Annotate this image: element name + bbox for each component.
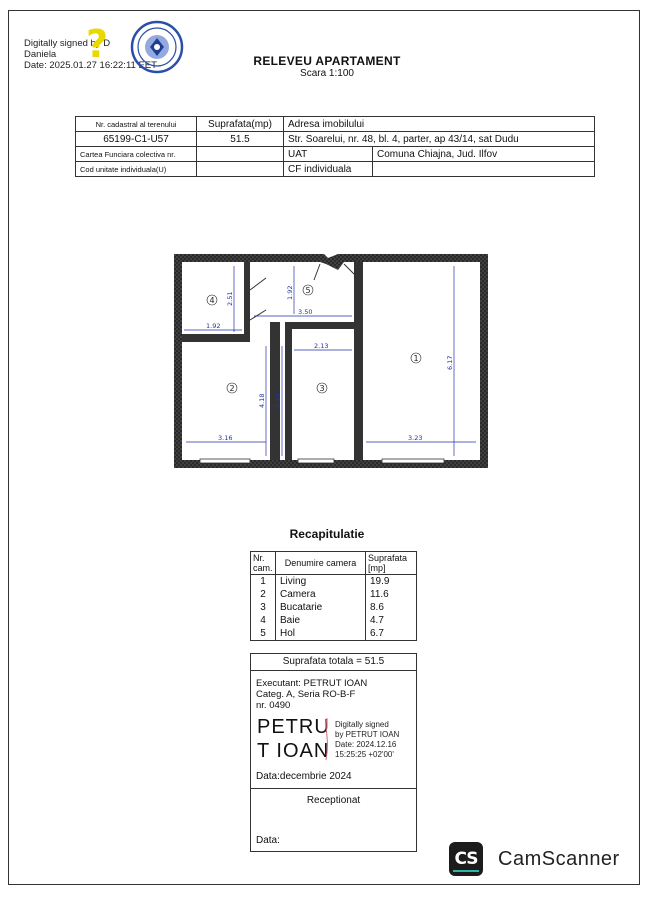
room-nr: 4 xyxy=(251,614,276,627)
table-row xyxy=(251,627,417,641)
dim-4-18-b: 4.18 xyxy=(274,393,282,408)
unit-code-value xyxy=(197,162,284,177)
room-2-label: 2 xyxy=(229,384,235,393)
recap-header-name: Denumire camera xyxy=(276,552,366,575)
room-area: 11.6 xyxy=(366,588,417,601)
dim-4-18-a: 4.18 xyxy=(258,393,266,408)
signature-name-line-1: PETRU xyxy=(257,716,330,738)
signature-line-1: Digitally signed by D xyxy=(24,38,111,49)
cadastral-number: 65199-C1-U57 xyxy=(76,132,197,147)
dim-3-16: 3.16 xyxy=(218,434,233,442)
camscanner-watermark: CamScanner xyxy=(498,848,620,870)
cf-individual-value xyxy=(373,162,595,177)
dim-2-13: 2.13 xyxy=(314,342,329,350)
signature-mark-icon xyxy=(322,716,332,762)
reception-date: Data: xyxy=(256,835,280,846)
dim-2-51: 2.51 xyxy=(226,291,234,306)
interior-walls xyxy=(182,262,363,460)
sig-detail-2: by PETRUT IOAN xyxy=(335,730,400,739)
cf-collective-label: Cartea Funciara colectiva nr. xyxy=(76,147,197,162)
table-row xyxy=(251,614,417,627)
room-3-label: 3 xyxy=(319,384,325,393)
table-row xyxy=(251,601,417,614)
sig-detail-4: 15:25:25 +02'00' xyxy=(335,750,394,759)
executant-category: Categ. A, Seria RO-B-F xyxy=(256,689,356,700)
cf-collective-value xyxy=(197,147,284,162)
room-name: Living xyxy=(276,575,366,589)
signature-line-2: Daniela xyxy=(24,49,57,60)
room-name: Hol xyxy=(276,627,366,641)
executant-name: Executant: PETRUT IOAN xyxy=(256,678,368,689)
room-name: Baie xyxy=(276,614,366,627)
dim-1-92-b: 1.92 xyxy=(286,285,294,300)
room-nr: 3 xyxy=(251,601,276,614)
floor-plan xyxy=(170,250,492,472)
dim-3-50: 3.50 xyxy=(298,308,313,316)
document-title: RELEVEU APARTAMENT xyxy=(253,54,401,68)
room-area: 19.9 xyxy=(366,575,417,589)
unit-code-label: Cod unitate individuala(U) xyxy=(76,162,197,177)
digital-signature-detail xyxy=(335,720,399,760)
room-1-label: 1 xyxy=(413,354,419,363)
uat-label: UAT xyxy=(284,147,373,162)
dim-6-17: 6.17 xyxy=(446,355,454,370)
room-name: Bucatarie xyxy=(276,601,366,614)
signature-line-3: Date: 2025.01.27 16:22:11 EET xyxy=(24,60,157,71)
executant-date: Data:decembrie 2024 xyxy=(256,771,352,782)
room-5-label: 5 xyxy=(305,286,311,295)
address-value: Str. Soarelui, nr. 48, bl. 4, parter, ap 43/14, sat Dudu xyxy=(284,132,595,147)
room-nr: 1 xyxy=(251,575,276,589)
header-cadastral: Nr. cadastral al terenului xyxy=(76,117,197,132)
signature-name-line-2: T IOAN xyxy=(257,740,330,762)
document-scale: Scara 1:100 xyxy=(300,68,354,79)
windows xyxy=(200,459,444,463)
cf-individual-label: CF individuala xyxy=(284,162,373,177)
executant-number: nr. 0490 xyxy=(256,700,291,711)
recap-header-area: Suprafata [mp] xyxy=(366,552,417,575)
room-nr: 5 xyxy=(251,627,276,641)
sig-detail-1: Digitally signed xyxy=(335,720,389,729)
area-value: 51.5 xyxy=(197,132,284,147)
table-row xyxy=(251,575,417,589)
room-nr: 2 xyxy=(251,588,276,601)
sig-detail-3: Date: 2024.12.16 xyxy=(335,740,397,749)
room-area: 8.6 xyxy=(366,601,417,614)
reception-title: Receptionat xyxy=(306,795,361,806)
room-name: Camera xyxy=(276,588,366,601)
dimension-labels xyxy=(206,286,454,442)
signature-status-icon: ? xyxy=(86,22,109,66)
total-area: Suprafata totala = 51.5 xyxy=(250,653,417,671)
recap-table xyxy=(250,551,417,641)
camscanner-logo-icon: CS xyxy=(449,842,483,876)
recap-title: Recapitulatie xyxy=(289,527,365,541)
room-4-label: 4 xyxy=(209,296,215,305)
table-row xyxy=(251,588,417,601)
room-area: 4.7 xyxy=(366,614,417,627)
property-info-table xyxy=(75,116,595,177)
recap-header-nr: Nr. cam. xyxy=(251,552,276,575)
dim-1-92-a: 1.92 xyxy=(206,322,221,330)
room-area: 6.7 xyxy=(366,627,417,641)
executant-info xyxy=(256,678,367,711)
dim-3-23: 3.23 xyxy=(408,434,423,442)
executant-block xyxy=(250,670,417,789)
reception-block xyxy=(250,789,417,852)
header-area: Suprafata(mp) xyxy=(197,117,284,132)
uat-value: Comuna Chiajna, Jud. Ilfov xyxy=(373,147,595,162)
header-address: Adresa imobilului xyxy=(284,117,595,132)
